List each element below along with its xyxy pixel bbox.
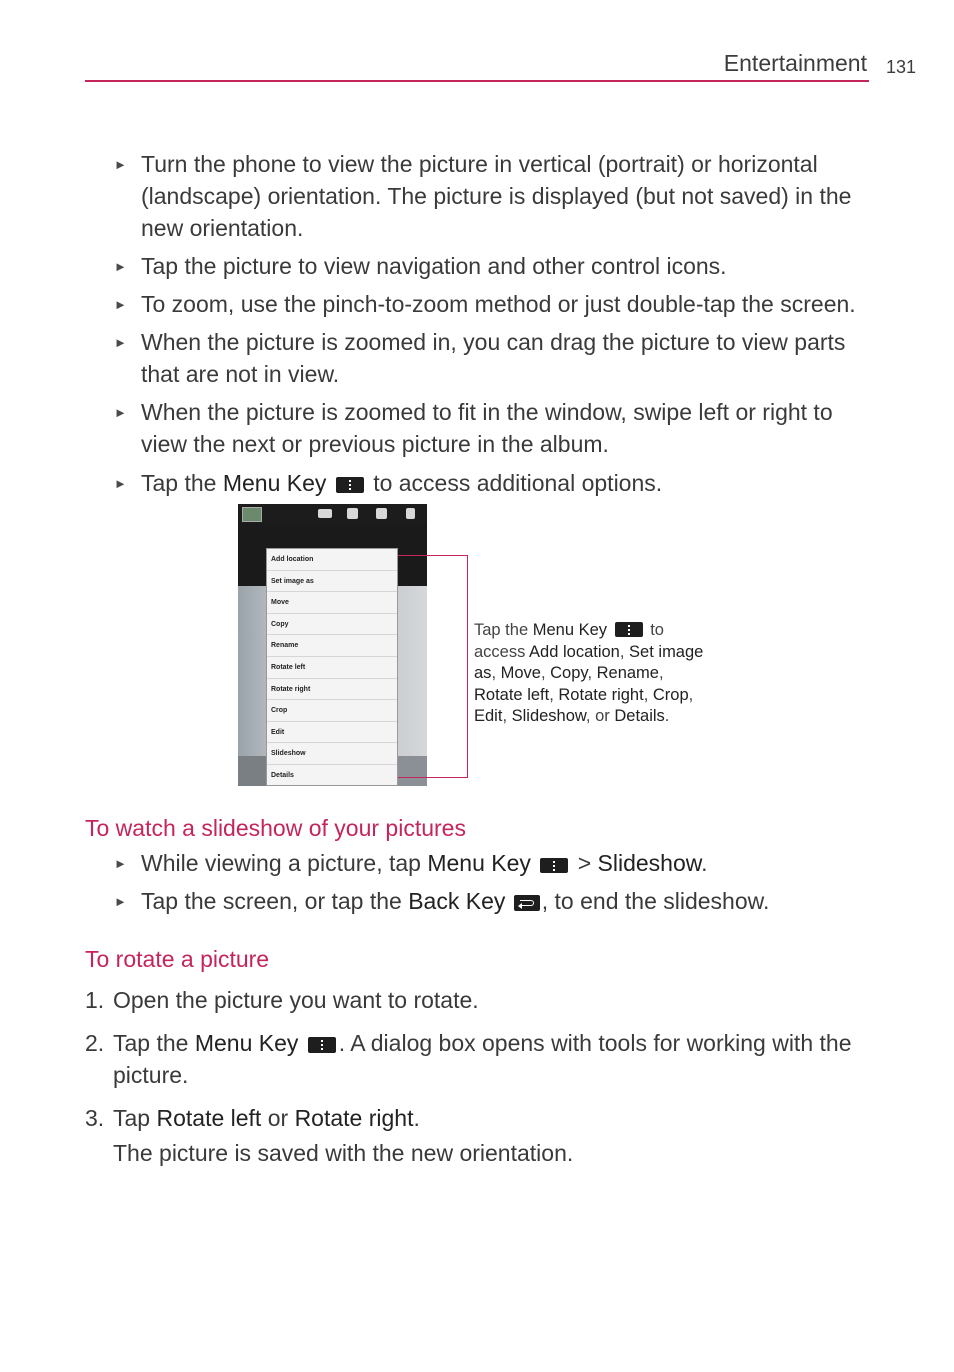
camera-icon <box>347 508 358 519</box>
slideshow-separator: > <box>577 850 592 876</box>
step3-or: or <box>267 1105 289 1131</box>
back-key-label: Back Key <box>408 888 506 914</box>
back-key-icon <box>514 895 540 911</box>
menu-key-icon <box>615 622 643 637</box>
bullet-item <box>114 148 874 244</box>
step-number: 2. <box>85 1030 105 1056</box>
callout-pre: Tap the <box>474 621 529 639</box>
step2-pre: Tap the <box>113 1030 189 1056</box>
bullet-text: Turn the phone to view the picture in vertical (portrait) or horizontal (landscape) orientation. The picture is displayed (but not saved) in the new orientation. <box>141 151 852 241</box>
menu-item-rotate-left[interactable]: Rotate left <box>267 657 397 679</box>
bullet-text: To zoom, use the pinch-to-zoom method or just double-tap the screen. <box>141 291 856 317</box>
bullet-item <box>114 885 874 918</box>
bullet-item <box>114 847 874 880</box>
page-number: 131 <box>886 57 917 77</box>
callout-set-image-as: Set image as <box>474 642 704 683</box>
menu-item-copy[interactable]: Copy <box>267 614 397 636</box>
bullet-text: When the picture is zoomed in, you can drag the picture to view parts that are not in view. <box>141 329 846 387</box>
bullet-text <box>141 467 874 500</box>
menu-item-rename[interactable]: Rename <box>267 635 397 657</box>
step3-pre: Tap <box>113 1105 151 1131</box>
bullet-text <box>141 885 874 918</box>
step2-post: . A dialog box opens with tools for working with the picture. <box>113 1030 852 1088</box>
callout-rotate-left: Rotate left <box>474 685 550 704</box>
callout-move: Move <box>500 664 541 683</box>
step3-post: . <box>413 1105 420 1131</box>
bullet-arrow-icon: ► <box>114 157 127 172</box>
step-text: Open the picture you want to rotate. <box>113 987 479 1013</box>
menu-item-edit[interactable]: Edit <box>267 722 397 744</box>
step3-rotate-left: Rotate left <box>156 1105 262 1131</box>
menu-key-icon <box>336 477 364 493</box>
bullet-arrow-icon: ► <box>114 297 127 312</box>
bullet-text: While viewing a picture, tap Menu Key > Slideshow. <box>141 850 708 876</box>
trash-icon <box>406 508 415 519</box>
menu-item-set-image-as[interactable]: Set image as <box>267 571 397 593</box>
bullet-text-post: to access additional options. <box>373 470 663 496</box>
bullet-item <box>114 288 874 321</box>
callout-access: to access <box>474 621 664 661</box>
phone-options-menu <box>266 548 398 786</box>
menu-item-crop[interactable]: Crop <box>267 700 397 722</box>
slideshow-b1-pre: While viewing a picture, tap <box>141 850 421 876</box>
callout-rename: Rename <box>596 664 659 683</box>
slideshow-b2-pre: Tap the screen, or tap the <box>141 888 402 914</box>
bullet-arrow-icon: ► <box>114 856 127 871</box>
callout-edit: Edit <box>474 707 503 726</box>
callout-add-location: Add location <box>529 642 620 661</box>
slideshow-icon <box>318 509 332 518</box>
callout-bracket <box>398 555 468 778</box>
step-result-text: The picture is saved with the new orientation. <box>113 1140 574 1166</box>
callout-rotate-right: Rotate right <box>558 685 644 704</box>
callout-copy: Copy <box>550 664 588 683</box>
gallery-thumbnail-icon <box>242 507 262 522</box>
step-number: 3. <box>85 1105 105 1131</box>
bullet-item <box>114 326 874 390</box>
bullet-item <box>114 250 874 283</box>
callout-or: or <box>595 707 610 726</box>
filmstrip-thumb <box>238 756 266 786</box>
menu-item-details[interactable]: Details <box>271 771 294 779</box>
step-text <box>113 1027 875 1091</box>
header-divider <box>85 80 869 82</box>
bullet-arrow-icon: ► <box>114 476 127 491</box>
callout-crop: Crop <box>652 685 689 704</box>
step-number: 1. <box>85 987 105 1013</box>
callout-text: Tap the Menu Key to access Add location, Set image as, Move, Copy, Rename, Rotate left, Rotate right, Crop, Edit, Slideshow, or Details. <box>474 621 704 726</box>
step3-rotate-right: Rotate right <box>294 1105 414 1131</box>
slideshow-menu-key: Menu Key <box>427 850 531 876</box>
bullet-text-pre: Tap the <box>141 470 217 496</box>
bullet-arrow-icon: ► <box>114 259 127 274</box>
bullet-text: Tap the picture to view navigation and other control icons. <box>141 253 727 279</box>
share-icon <box>376 508 387 519</box>
menu-key-label: Menu Key <box>222 470 327 496</box>
step-text <box>113 1102 875 1134</box>
bullet-text: When the picture is zoomed to fit in the window, swipe left or right to view the next or previous picture in the album. <box>141 399 833 457</box>
bullet-arrow-icon: ► <box>114 335 127 350</box>
slideshow-option: Slideshow <box>597 850 702 876</box>
phone-action-bar <box>238 504 427 524</box>
bullet-item <box>114 396 874 460</box>
menu-key-icon <box>308 1037 336 1053</box>
callout-slideshow: Slideshow <box>511 707 586 726</box>
slideshow-b2-post: , to end the slideshow. <box>541 888 770 914</box>
numbered-step <box>85 1102 875 1134</box>
slideshow-section-title: To watch a slideshow of your pictures <box>85 815 466 841</box>
numbered-step <box>85 984 875 1016</box>
menu-item-add-location[interactable]: Add location <box>267 549 397 571</box>
menu-key-icon <box>540 858 568 873</box>
menu-item-slideshow[interactable]: Slideshow <box>267 743 397 765</box>
section-header-title: Entertainment <box>723 50 867 76</box>
bullet-item <box>114 467 874 500</box>
step2-menu-key: Menu Key <box>194 1030 299 1056</box>
callout-details: Details <box>614 707 665 726</box>
menu-item-move[interactable]: Move <box>267 592 397 614</box>
menu-item-rotate-right[interactable]: Rotate right <box>267 679 397 701</box>
callout-menu-key: Menu Key <box>532 621 608 639</box>
bullet-arrow-icon: ► <box>114 894 127 909</box>
rotate-section-title: To rotate a picture <box>85 946 270 972</box>
numbered-step <box>85 1027 875 1091</box>
bullet-arrow-icon: ► <box>114 405 127 420</box>
